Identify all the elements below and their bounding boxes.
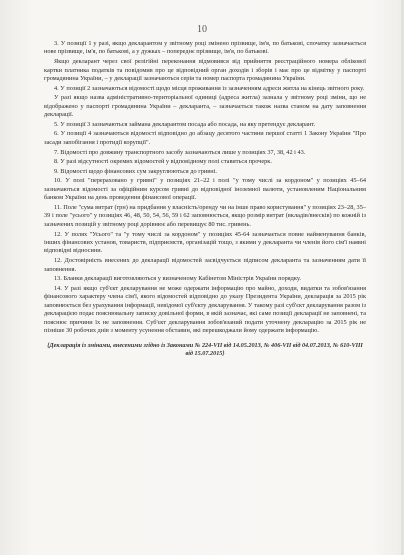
paragraph-8: 8. У разі відсутності окремих відомостей у відповідному полі ставиться прочерк. xyxy=(54,158,272,166)
paragraph-6: 6. У позиції 4 зазначаються відомості відповідно до абзацу десятого частини першої статті 1 Закону України "Про засади запобігання і протидії корупції". xyxy=(44,130,366,146)
paragraph-4: 4. У позиції 2 зазначаються відомості щодо місця проживання із зазначенням адреси житла на кінець звітного року. xyxy=(54,84,365,92)
paragraph-7: 7. Відомості про довжину транспортного засобу зазначаються лише у позиціях 37, 38, 42 і 43. xyxy=(54,148,306,156)
paragraph-11: 11. Поле "сума витрат (грн) на придбання у власність/оренду чи на інше право користування" у позиціях 23–28, 35–39 і поле "усього" у позиціях 46, 48, 50, 54, 56, 59 і 62 заповнюється, якщо розмір витрат (вкладів/внесків) по кожній із зазначених позицій у звітному році дорівнює або перевищує 80 тис. гривень. xyxy=(44,204,366,228)
paragraph-12b: 12. Достовірність внесених до декларації відомостей засвідчується підписом декларанта та зазначенням дати її заповнення. xyxy=(44,257,366,273)
document-body xyxy=(44,40,366,358)
amendments-note: {Декларація із змінами, внесеними згідно із Законами № 224-VII від 14.05.2013, № 406-VII від 04.07.2013, № 610-VIII від 15.07.2015} xyxy=(47,341,363,357)
paragraph-10: 10. У полі "перераховано у гривні" у позиціях 21–22 і полі "у тому числі за кордоном" у позиціях 45–64 зазначаються відомості за офіційним курсом гривні до відповідної іноземної валюти, установленим Національним банком України на день проведення фінансової операції. xyxy=(44,177,366,202)
paragraph-13: 13. Бланки декларації виготовляються у визначеному Кабінетом Міністрів України порядку. xyxy=(54,275,301,283)
paragraph-9: 9. Відомості щодо фінансових сум закруглюються до гривні. xyxy=(54,167,217,175)
paragraph-3: 3. У позиції 1 у разі, якщо декларантом у звітному році змінено прізвище, ім'я, по батькові, спочатку зазначається нове прізвище, ім'я, по батькові, а у дужках – попереднє прізвище, ім'я, по батькові. xyxy=(44,40,366,56)
paragraph-5: 5. У позиції 3 зазначаються займана декларантом посада або посада, на яку претендує декларант. xyxy=(54,120,316,128)
paragraph-14: 14. У разі якщо суб'єкт декларування не може одержати інформацію про майно, доходи, видатки та зобов'язання фінансового характеру члена сім'ї, якого відомостей відповідно до указу Президента України, декларація за 2015 рік заповнюється без урахування інформації, невідомої суб'єкту декларування. У такому разі суб'єкт декларування разом із декларацією подає пояснювальну записку довільної форми, в якій зазначає, які саме позиції декларації не заповнені, та пояснює причини їх не заповнення. Суб'єкт декларування зобов'язаний подати уточнену декларацію за 2015 рік не пізніше 30 робочих днів з моменту усунення обставин, які перешкоджали йому одержати інформацію. xyxy=(44,284,366,335)
paragraph-12a: 12. У полях "Усього" та "у тому числі за кордоном" у позиціях 45-64 зазначається повне найменування банків, інших фінансових установ, товариств, підприємств, організацій тощо, з якими у декларанта чи членів його сім'ї наявні відповідні відносини. xyxy=(44,230,366,255)
paragraph-address-change: У разі якщо назва адміністративно-територіальної одиниці (адреса житла) зазнала у звітному році зміни, що не відображено у паспорті громадянина України – декларанта, – зазначається також назва станом на дату заповнення декларації. xyxy=(44,94,366,119)
page-number: 10 xyxy=(197,24,207,35)
paragraph-religious-objection: Якщо декларант через свої релігійні переконання відмовився від прийняття реєстраційного номера облікової картки платника податків та повідомив про це відповідний орган доходів і зборів і має про це відмітку у паспорті громадянина України, – у декларації зазначаються серія та номер паспорта громадянина України. xyxy=(44,58,366,82)
